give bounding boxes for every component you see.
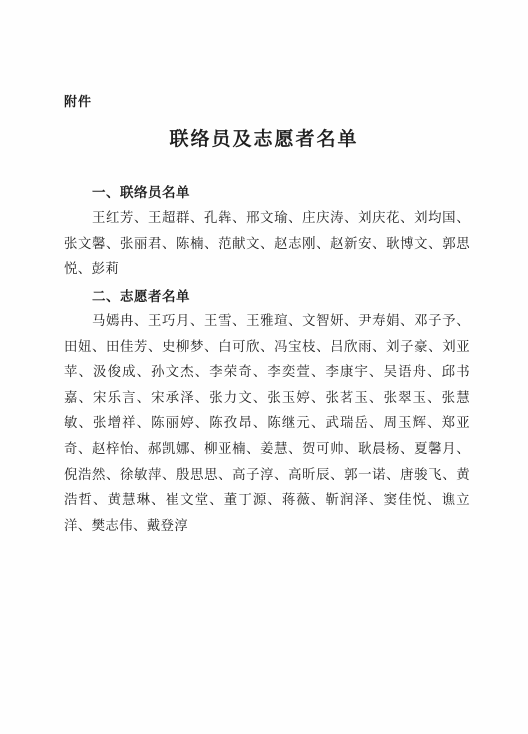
liaison-name-list: 王红芳、王超群、孔犇、邢文瑜、庄庆涛、刘庆花、刘均国、张文馨、张丽君、陈楠、范献文、赵志刚、赵新安、耿博文、郭思悦、彭莉 (64, 211, 470, 278)
section-heading-volunteers: 二、志愿者名单 (92, 289, 190, 305)
document-title: 联络员及志愿者名单 (169, 128, 359, 150)
volunteer-name-list: 马嫣冉、王巧月、王雪、王雅瑄、文智妍、尹寿娟、邓子予、田妞、田佳芳、史柳梦、白可欣、冯宝枝、吕欣雨、刘子豪、刘亚苹、汲俊成、孙文杰、李荣奇、李奕萱、李康宇、吴语舟、邱书嘉、宋乐言、宋承泽、张力文、张玉婷、张茗玉、张翠玉、张慧敏、张增祥、陈丽婷、陈孜昂、陈继元、武瑞岳、周玉辉、郑亚奇、赵梓怡、郝凯娜、柳亚楠、姜慧、贺可帅、耿晨杨、夏馨月、倪浩然、徐敏萍、殷思思、高子淳、高昕辰、郭一诺、唐骏飞、黄浩哲、黄慧琳、崔文堂、董丁源、蒋薇、靳润泽、窦佳悦、谯立洋、樊志伟、戴登淳 (64, 314, 470, 534)
section-heading-liaisons: 一、联络员名单 (92, 185, 190, 201)
attachment-label: 附件 (64, 95, 93, 110)
